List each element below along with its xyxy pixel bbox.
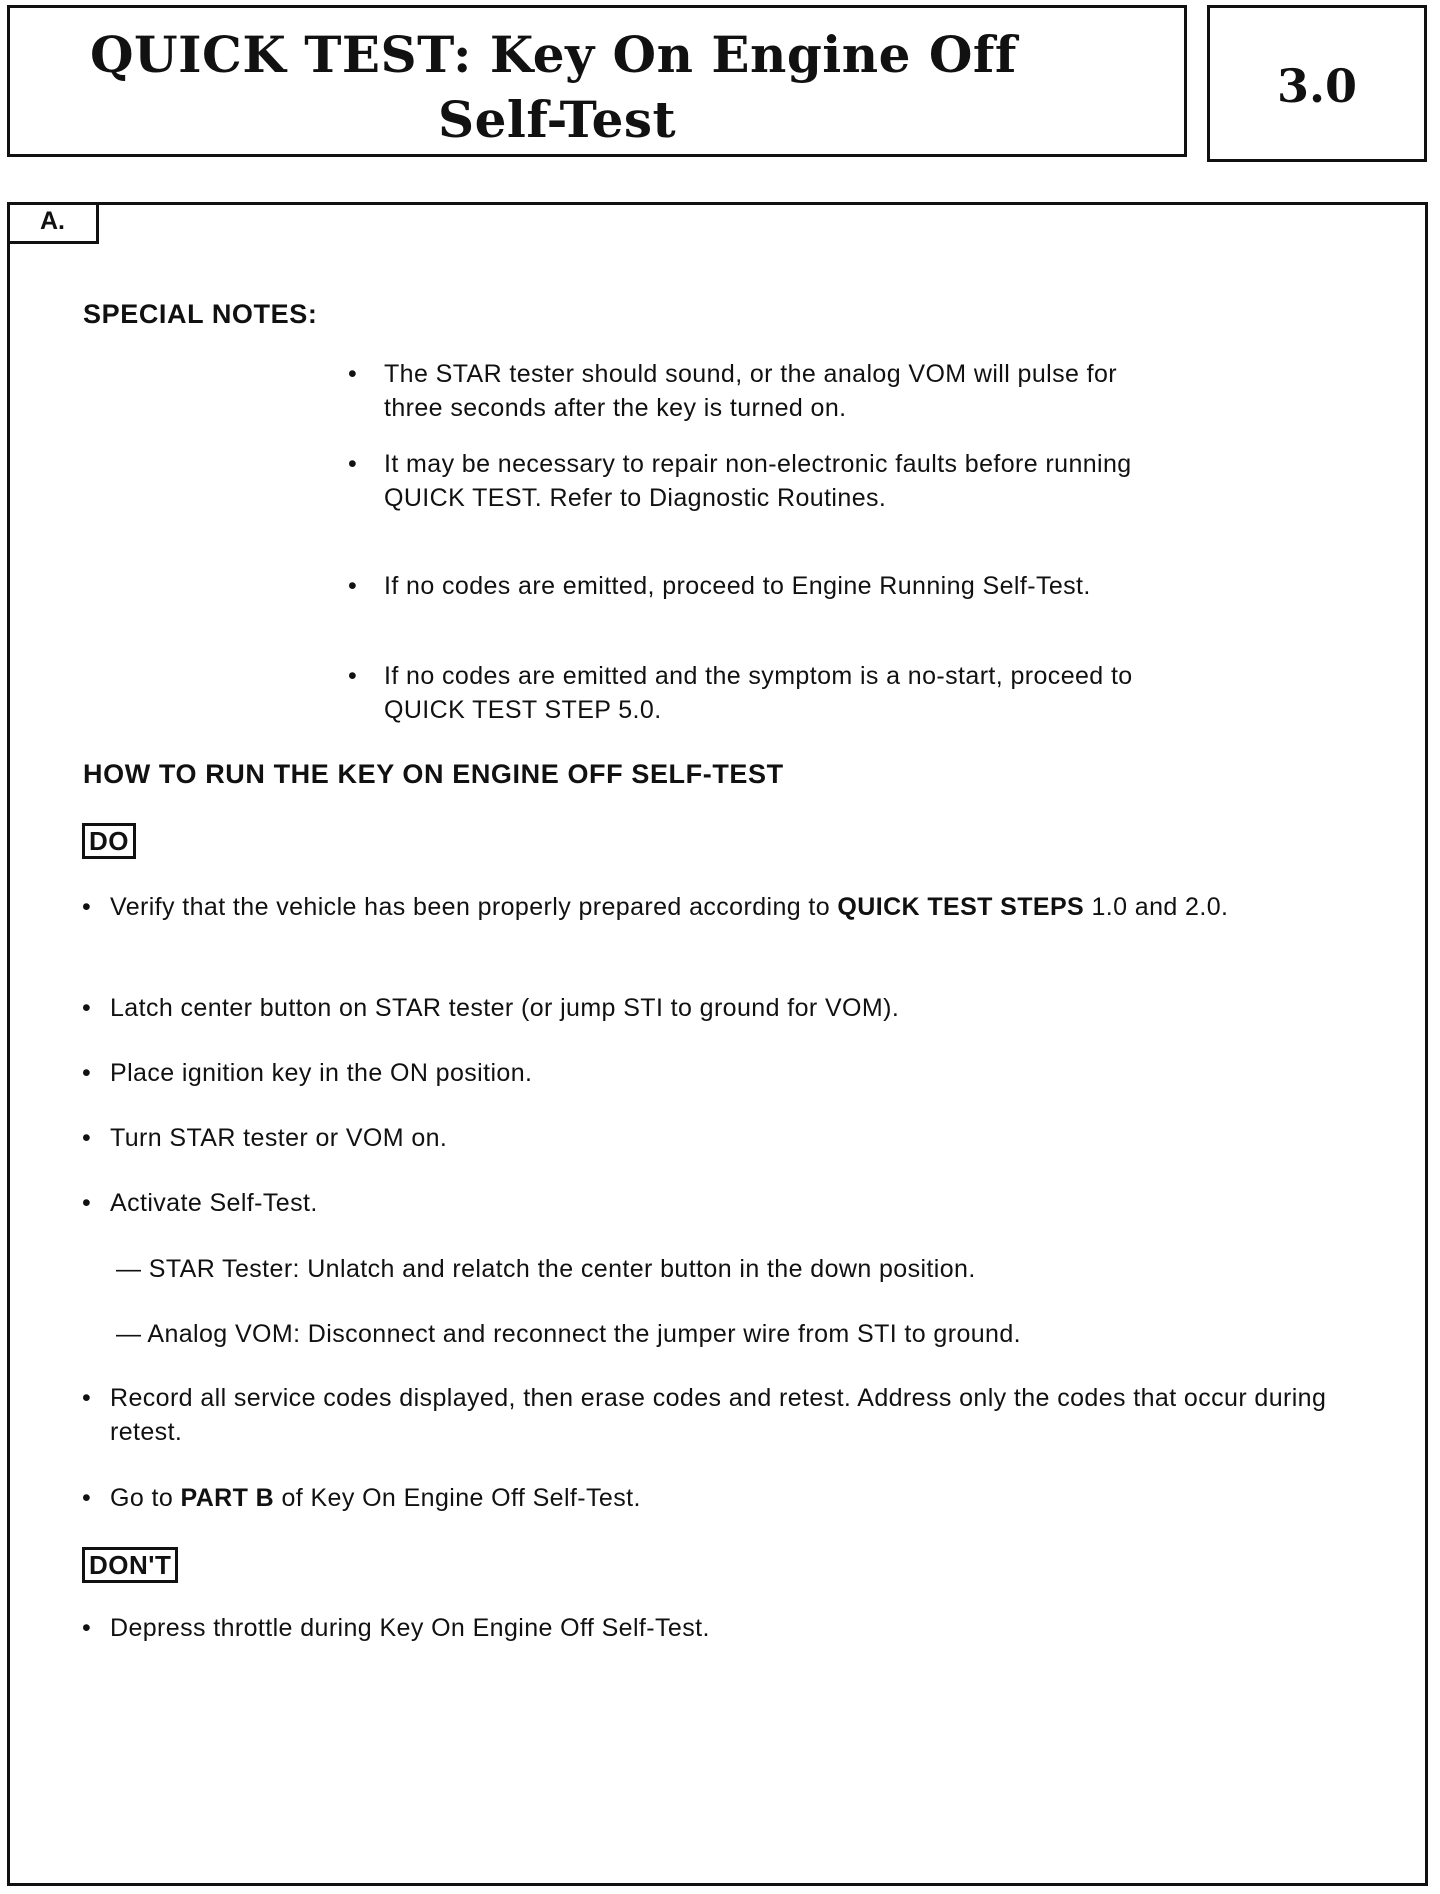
- bullet-icon: •: [348, 572, 358, 600]
- do-item: [82, 890, 1332, 924]
- special-note-text: If no codes are emitted, proceed to Engine Running Self-Test.: [384, 572, 1091, 600]
- special-note-text: It may be necessary to repair non-electronic faults before running QUICK TEST. Refer to Diagnostic Routines.: [384, 450, 1132, 512]
- do-sub-item: — Analog VOM: Disconnect and reconnect the jumper wire from STI to ground.: [116, 1320, 1022, 1348]
- bullet-icon: •: [82, 1614, 92, 1642]
- do-item-text: Verify that the vehicle has been properly prepared according to QUICK TEST STEPS 1.0 and 2.0.: [110, 893, 1229, 921]
- do-item-text: Activate Self-Test.: [110, 1189, 318, 1217]
- quick-test-steps-ref: QUICK TEST STEPS: [837, 893, 1085, 921]
- do-item: [82, 1121, 1332, 1155]
- special-note: [348, 447, 1168, 515]
- bullet-icon: •: [348, 662, 358, 690]
- do-item-text: Record all service codes displayed, then erase codes and retest. Address only the codes that occur during retest.: [110, 1384, 1327, 1446]
- do-item: [82, 1481, 1332, 1515]
- bullet-icon: •: [82, 1484, 92, 1512]
- do-item-text: Latch center button on STAR tester (or jump STI to ground for VOM).: [110, 994, 900, 1022]
- title-box: [7, 5, 1187, 157]
- bullet-icon: •: [82, 1059, 92, 1087]
- section-number: 3.0: [1276, 59, 1358, 113]
- special-note: [348, 569, 1168, 603]
- do-item: [82, 1056, 1332, 1090]
- dont-item: [82, 1611, 1332, 1645]
- section-number-box: [1207, 5, 1427, 162]
- bullet-icon: •: [82, 1384, 92, 1412]
- do-item: [82, 1381, 1332, 1449]
- bullet-icon: •: [348, 360, 358, 388]
- bullet-icon: •: [82, 893, 92, 921]
- special-note: [348, 659, 1168, 727]
- do-item-text: Turn STAR tester or VOM on.: [110, 1124, 448, 1152]
- bullet-icon: •: [82, 994, 92, 1022]
- special-notes-heading: SPECIAL NOTES:: [83, 299, 318, 329]
- page-title: QUICK TEST: Key On Engine Off: [90, 25, 1017, 84]
- part-label: A.: [7, 202, 99, 244]
- page-subtitle: Self-Test: [438, 90, 677, 149]
- dont-item-text: Depress throttle during Key On Engine Off Self-Test.: [110, 1614, 710, 1642]
- do-item: [82, 991, 1332, 1025]
- bullet-icon: •: [348, 450, 358, 478]
- special-note-text: The STAR tester should sound, or the analog VOM will pulse for three seconds after the key is turned on.: [384, 360, 1118, 422]
- bullet-icon: •: [82, 1124, 92, 1152]
- do-item-text: Place ignition key in the ON position.: [110, 1059, 533, 1087]
- do-label: DO: [82, 823, 136, 859]
- do-item-text: Go to PART B of Key On Engine Off Self-Test.: [110, 1484, 641, 1512]
- special-note: [348, 357, 1168, 425]
- special-note-text: If no codes are emitted and the symptom is a no-start, proceed to QUICK TEST STEP 5.0.: [384, 662, 1133, 724]
- do-item: [82, 1186, 1332, 1220]
- part-b-ref: PART B: [180, 1484, 275, 1512]
- do-sub-item: — STAR Tester: Unlatch and relatch the center button in the down position.: [116, 1255, 976, 1283]
- how-to-heading: HOW TO RUN THE KEY ON ENGINE OFF SELF-TEST: [83, 759, 784, 789]
- bullet-icon: •: [82, 1189, 92, 1217]
- dont-label: DON'T: [82, 1547, 178, 1583]
